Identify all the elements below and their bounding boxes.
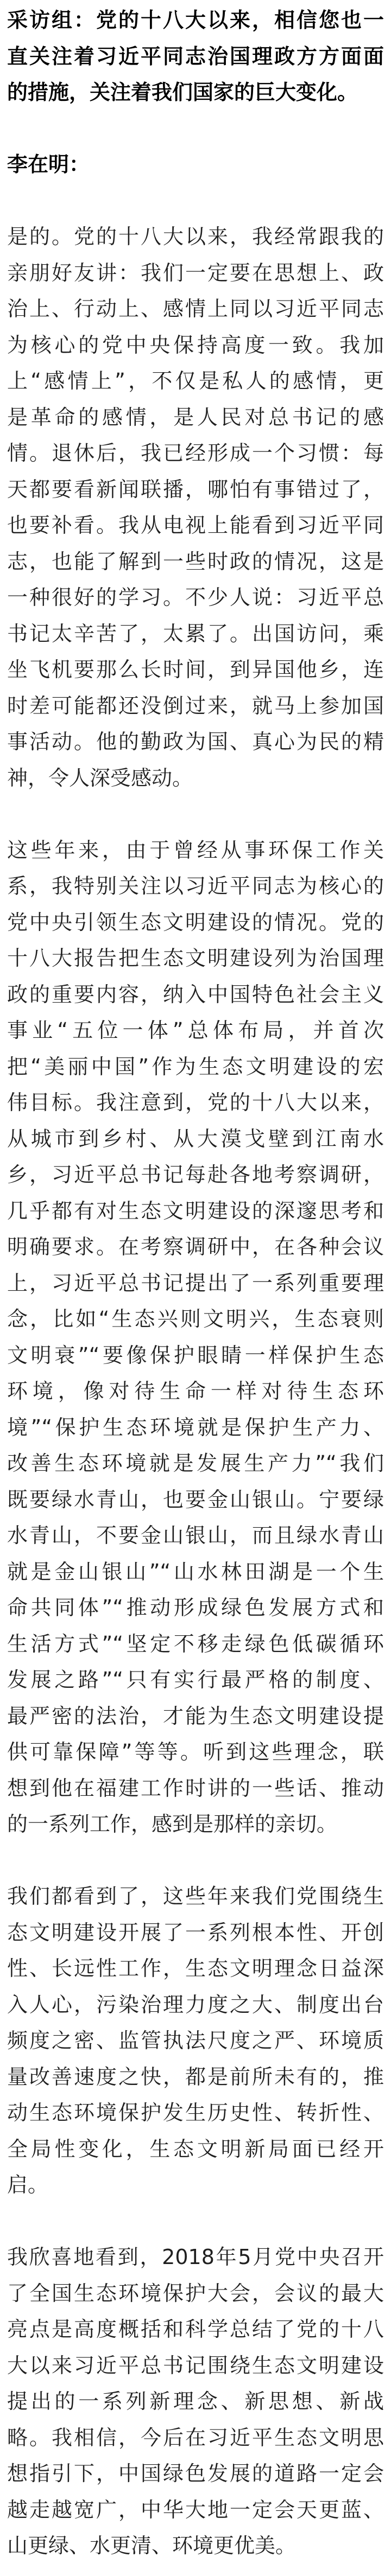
paragraph-line: 想指引下，中国绿色发展的道路一定会 (7, 2462, 384, 2485)
paragraph-line: 把“美丽中国”作为生态文明建设的宏 (7, 1054, 384, 1079)
question-speaker-label: 采访组： (7, 8, 96, 32)
paragraph-line: 发展之路”“只有实行最严格的制度、 (7, 1668, 384, 1692)
paragraph-line: 情。退休后，我已经形成一个习惯：每 (7, 441, 384, 465)
paragraph-line: 改善生态环境就是发展生产力”“我们 (7, 1451, 384, 1475)
paragraph-line: 乡，习近平总书记每赴各地考察调研， (7, 1163, 384, 1187)
paragraph-line: 是的。党的十八大以来，我经常跟我的 (7, 225, 384, 248)
paragraph-line: 是革命的感情，是人民对总书记的感 (7, 405, 384, 429)
paragraph-line: 事业“五位一体”总体布局，并首次 (7, 1018, 384, 1042)
paragraph-line: 命共同体”“推动形成绿色发展方式和 (7, 1596, 384, 1619)
paragraph-line: 山更绿、水更清、环境更优美。 (7, 2534, 297, 2558)
answer-paragraph (7, 2239, 384, 2564)
paragraph-line: 越走越宽广，中华大地一定会天更蓝、 (7, 2497, 384, 2522)
paragraph-line: 想到他在福建工作时讲的一些话、推动 (7, 1776, 384, 1800)
answer-speaker (7, 146, 384, 183)
paragraph-line: 念，比如“生态兴则文明兴，生态衰则 (7, 1307, 384, 1331)
paragraph-line: 政的重要内容，纳入中国特色社会主义 (7, 982, 384, 1006)
paragraph-line: 明确要求。在考察调研中，在各种会议 (7, 1235, 384, 1259)
question-line (7, 2, 384, 39)
paragraph-line: 天都要看新闻联播，哪怕有事错过了， (7, 477, 384, 501)
paragraph-line: 为核心的党中央保持高度一致。我加 (7, 333, 384, 357)
answer-speaker-label: 李在明： (7, 152, 90, 176)
paragraph-line: 水青山，不要金山银山，而且绿水青山 (7, 1523, 384, 1547)
paragraph-line: 几乎都有对生态文明建设的深邃思考和 (7, 1198, 384, 1223)
paragraph-line: 略。我相信，今后在习近平生态文明思 (7, 2425, 384, 2450)
paragraph-line: 大以来习近平总书记围绕生态文明建设 (7, 2353, 384, 2377)
paragraph-line: 动生态环境保护发生历史性、转折性、 (7, 2101, 384, 2125)
paragraph-line: 提出的一系列新理念、新思想、新战 (7, 2389, 384, 2413)
paragraph-line: 的一系列工作，感到是那样的亲切。 (7, 1812, 338, 1836)
paragraph-line: 神，令人深受感动。 (7, 766, 193, 790)
paragraph-line: 时差可能都还没倒过来，就马上参加国 (7, 693, 384, 718)
paragraph-line: 亮点是高度概括和科学总结了党的十八 (7, 2317, 384, 2341)
paragraph-line: 一种很好的学习。不少人说：习近平总 (7, 585, 384, 609)
paragraph-line: 书记太辛苦了，太累了。出国访问，乘 (7, 621, 384, 646)
question-line: 直关注着习近平同志治国理政方方面面 (7, 44, 384, 68)
paragraph-line: 上，习近平总书记提出了一系列重要理 (7, 1271, 384, 1295)
answer-paragraph (7, 219, 384, 796)
paragraph-line: 从城市到乡村、从大漠戈壁到江南水 (7, 1126, 384, 1151)
paragraph-line: 我们都看到了，这些年来我们党围绕生 (7, 1884, 384, 1908)
paragraph-line: 态文明建设开展了一系列根本性、开创 (7, 1920, 384, 1944)
paragraph-line: 事活动。他的勤政为国、真心为民的精 (7, 730, 384, 754)
answer-paragraph (7, 832, 384, 1842)
paragraph-line: 生活方式”“坚定不移走绿色低碳循环 (7, 1631, 384, 1656)
paragraph-line: 最严密的法治，才能为生态文明建设提 (7, 1704, 384, 1728)
paragraph-line: 坐飞机要那么长时间，到异国他乡，连 (7, 658, 384, 681)
answer-paragraph (7, 1878, 384, 2203)
interview-question (7, 2, 384, 111)
paragraph-line: 文明衰”“要像保护眼睛一样保护生态 (7, 1343, 384, 1367)
paragraph-line: 这些年来，由于曾经从事环保工作关 (7, 838, 384, 862)
paragraph-line: 全局性变化，生态文明新局面已经开 (7, 2137, 384, 2161)
paragraph-line: 上“感情上”，不仅是私人的感情，更 (7, 369, 384, 393)
paragraph-line: 党中央引领生态文明建设的情况。党的 (7, 910, 384, 934)
question-text: 党的十八大以来，相信您也一 (96, 8, 384, 32)
paragraph-line: 伟目标。我注意到，党的十八大以来， (7, 1091, 384, 1114)
question-line: 的措施，关注着我们国家的巨大变化。 (7, 80, 358, 104)
paragraph-line: 环境，像对待生命一样对待生态环 (7, 1379, 384, 1403)
paragraph-line: 既要绿水青山，也要金山银山。宁要绿 (7, 1487, 384, 1512)
paragraph-line: 治上、行动上、感情上同以习近平同志 (7, 297, 384, 321)
paragraph-line: 十八大报告把生态文明建设列为治国理 (7, 946, 384, 970)
paragraph-line: 亲朋好友讲：我们一定要在思想上、政 (7, 260, 384, 285)
paragraph-line: 频度之密、监管执法尺度之严、环境质 (7, 2029, 384, 2052)
paragraph-line: 我欣喜地看到，2018年5月党中央召开 (7, 2245, 384, 2269)
paragraph-line: 了全国生态环境保护大会，会议的最大 (7, 2281, 384, 2305)
paragraph-line: 志，也能了解到一些时政的情况，这是 (7, 549, 384, 573)
paragraph-line: 性、长远性工作，生态文明理念日益深 (7, 1956, 384, 1980)
paragraph-line: 入人心，污染治理力度之大、制度出台 (7, 1992, 384, 2017)
paragraph-line: 也要补看。我从电视上能看到习近平同 (7, 513, 384, 537)
paragraph-line: 启。 (7, 2173, 49, 2197)
paragraph-line: 境”“保护生态环境就是保护生产力、 (7, 1415, 384, 1439)
paragraph-line: 量改善速度之快，都是前所未有的，推 (7, 2064, 384, 2089)
paragraph-line: 系，我特别关注以习近平同志为核心的 (7, 874, 384, 898)
paragraph-line: 就是金山银山”“山水林田湖是一个生 (7, 1559, 384, 1584)
paragraph-line: 供可靠保障”等等。听到这些理念，联 (7, 1740, 384, 1764)
